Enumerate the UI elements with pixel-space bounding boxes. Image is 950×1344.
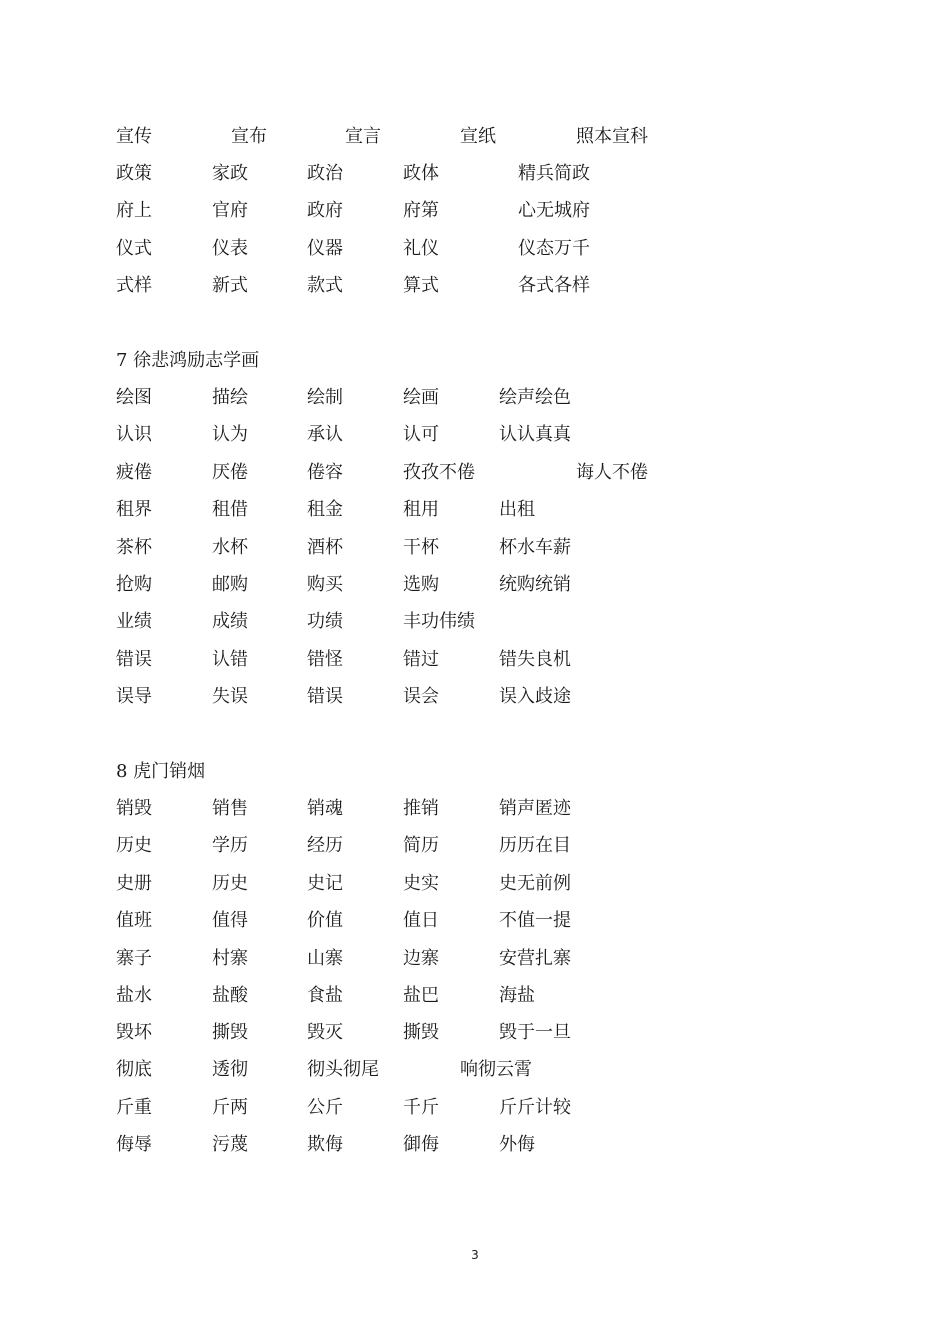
word: 错怪 [307,649,343,670]
word: 精兵简政 [518,163,590,184]
word: 统购统销 [499,574,571,595]
word: 村寨 [212,948,248,969]
word: 酒杯 [307,537,343,558]
word: 历史 [212,873,248,894]
word: 政体 [403,163,439,184]
word: 毁坏 [116,1022,152,1043]
page-number: 3 [471,1248,479,1262]
word: 销魂 [307,798,343,819]
word: 错误 [116,649,152,670]
word: 府第 [403,200,439,221]
word: 值班 [116,910,152,931]
word: 丰功伟绩 [403,611,475,632]
word: 盐水 [116,985,152,1006]
word: 响彻云霄 [460,1059,532,1080]
word: 御侮 [403,1134,439,1155]
word: 认可 [403,424,439,445]
word: 错过 [403,649,439,670]
word: 政策 [116,163,152,184]
word: 仪态万千 [518,238,590,259]
word: 安营扎寨 [499,948,571,969]
word: 府上 [116,200,152,221]
word: 宣纸 [460,126,496,147]
word: 错误 [307,686,343,707]
word: 选购 [403,574,439,595]
word: 销声匿迹 [499,798,571,819]
word: 误会 [403,686,439,707]
word: 学历 [212,835,248,856]
word: 销售 [212,798,248,819]
word: 绘声绘色 [499,387,571,408]
word: 斤两 [212,1097,248,1118]
word: 史记 [307,873,343,894]
word: 历史 [116,835,152,856]
word: 新式 [212,275,248,296]
word: 斤斤计较 [499,1097,571,1118]
word: 孜孜不倦 [403,462,475,483]
word: 宣布 [231,126,267,147]
word: 值日 [403,910,439,931]
word: 简历 [403,835,439,856]
word: 照本宣科 [576,126,648,147]
word: 茶杯 [116,537,152,558]
word: 污蔑 [212,1134,248,1155]
word: 撕毁 [212,1022,248,1043]
word: 推销 [403,798,439,819]
word: 政府 [307,200,343,221]
word: 边寨 [403,948,439,969]
word: 错失良机 [499,649,571,670]
word: 水杯 [212,537,248,558]
word: 侮辱 [116,1134,152,1155]
word: 租用 [403,499,439,520]
word: 盐巴 [403,985,439,1006]
word: 撕毁 [403,1022,439,1043]
word: 出租 [499,499,535,520]
lesson-8-title: 8 虎门销烟 [116,761,206,782]
word: 描绘 [212,387,248,408]
word: 购买 [307,574,343,595]
word: 认错 [212,649,248,670]
word: 经历 [307,835,343,856]
word: 业绩 [116,611,152,632]
word: 仪式 [116,238,152,259]
word: 心无城府 [518,200,590,221]
word: 邮购 [212,574,248,595]
word: 欺侮 [307,1134,343,1155]
word: 礼仪 [403,238,439,259]
word: 销毁 [116,798,152,819]
word: 政治 [307,163,343,184]
word: 杯水车薪 [499,537,571,558]
word: 仪器 [307,238,343,259]
word: 式样 [116,275,152,296]
word: 史无前例 [499,873,571,894]
word: 彻底 [116,1059,152,1080]
word: 认识 [116,424,152,445]
word: 宣言 [345,126,381,147]
word: 海盐 [499,985,535,1006]
word: 绘画 [403,387,439,408]
word: 毁灭 [307,1022,343,1043]
word: 认为 [212,424,248,445]
word: 认认真真 [499,424,571,445]
word: 彻头彻尾 [307,1059,379,1080]
word: 官府 [212,200,248,221]
word: 款式 [307,275,343,296]
word: 不值一提 [499,910,571,931]
word: 仪表 [212,238,248,259]
word: 千斤 [403,1097,439,1118]
word: 透彻 [212,1059,248,1080]
word: 食盐 [307,985,343,1006]
word: 失误 [212,686,248,707]
word: 寨子 [116,948,152,969]
word: 诲人不倦 [576,462,648,483]
word: 史册 [116,873,152,894]
word: 宣传 [116,126,152,147]
word: 价值 [307,910,343,931]
word: 误导 [116,686,152,707]
word: 租金 [307,499,343,520]
word: 绘图 [116,387,152,408]
word: 斤重 [116,1097,152,1118]
word: 绘制 [307,387,343,408]
word: 值得 [212,910,248,931]
word: 抢购 [116,574,152,595]
word: 算式 [403,275,439,296]
word: 家政 [212,163,248,184]
word: 毁于一旦 [499,1022,571,1043]
word: 租借 [212,499,248,520]
word: 承认 [307,424,343,445]
word: 公斤 [307,1097,343,1118]
word: 成绩 [212,611,248,632]
lesson-7-title: 7 徐悲鸿励志学画 [116,350,260,371]
word: 历历在目 [499,835,571,856]
word: 倦容 [307,462,343,483]
word: 厌倦 [212,462,248,483]
word: 盐酸 [212,985,248,1006]
word: 误入歧途 [499,686,571,707]
word: 各式各样 [518,275,590,296]
word: 租界 [116,499,152,520]
word: 山寨 [307,948,343,969]
word: 史实 [403,873,439,894]
word: 疲倦 [116,462,152,483]
word: 干杯 [403,537,439,558]
word: 外侮 [499,1134,535,1155]
word: 功绩 [307,611,343,632]
